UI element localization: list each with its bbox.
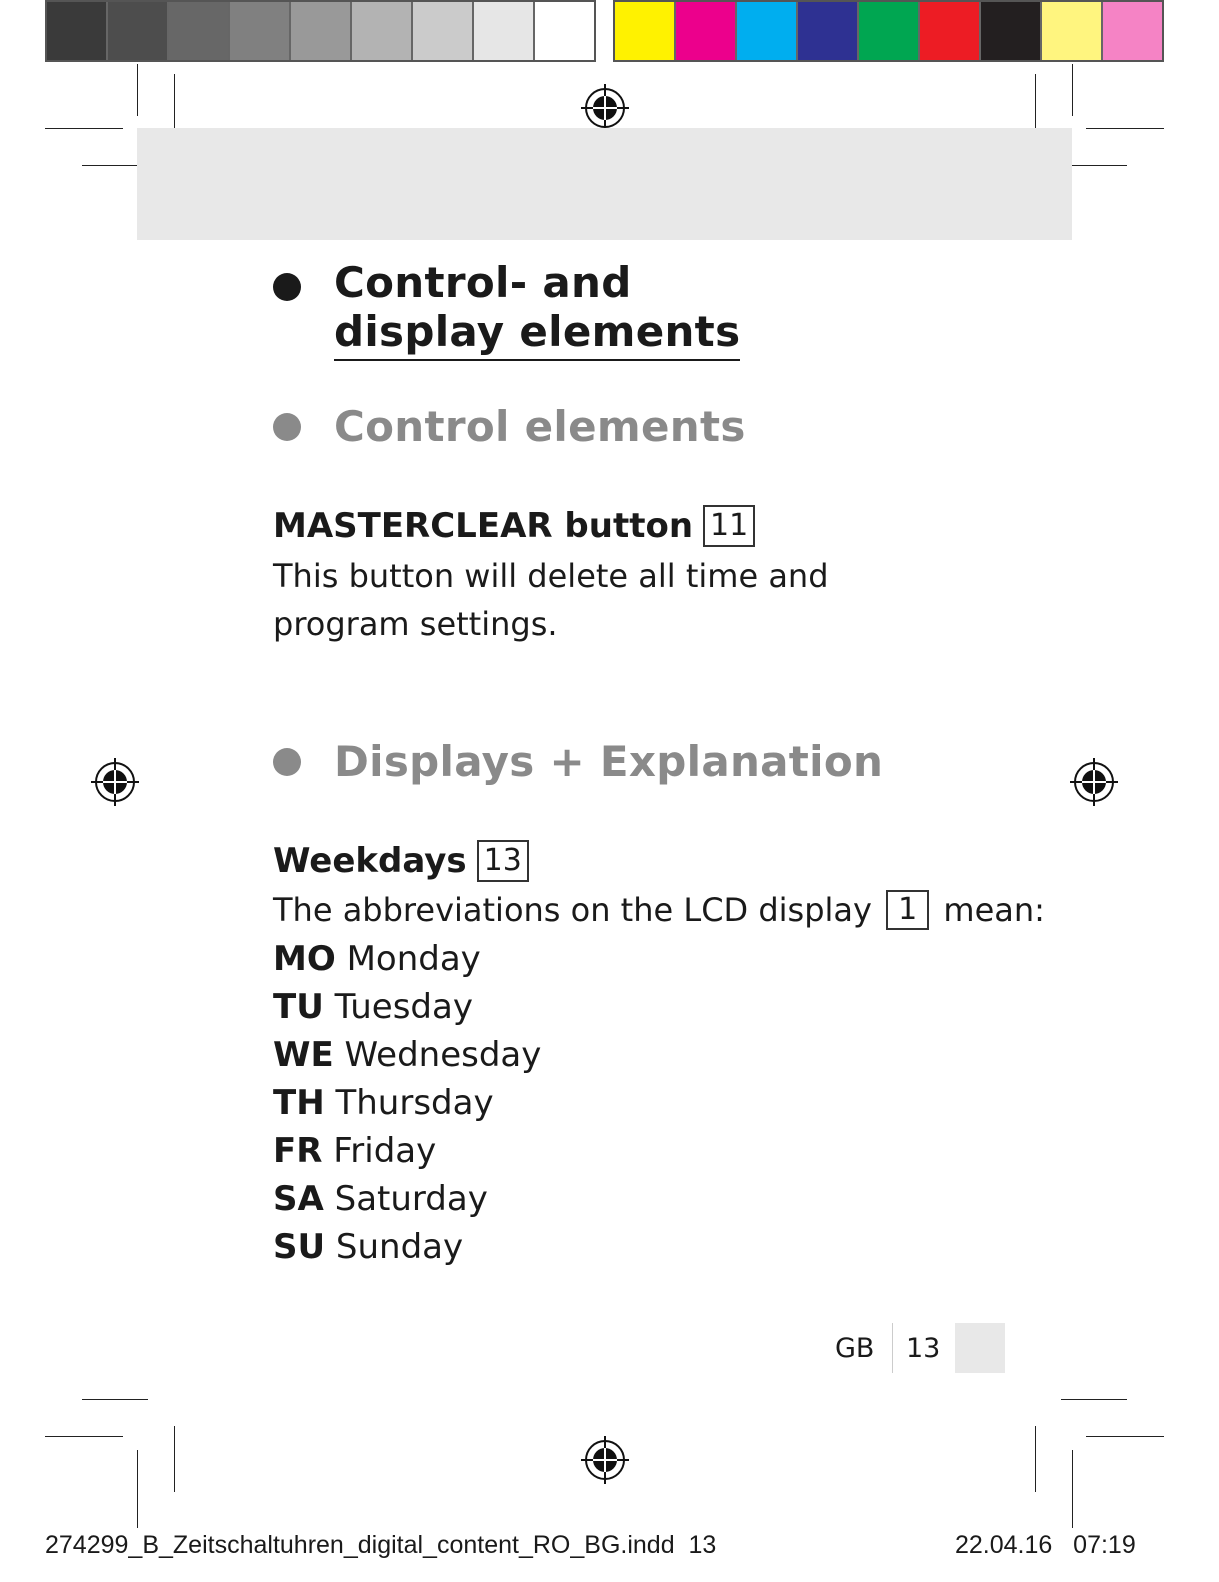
- crop-mark: [1061, 1399, 1127, 1400]
- color-swatch: [615, 2, 676, 60]
- registration-mark-icon: [581, 1436, 629, 1484]
- list-item: [273, 935, 541, 983]
- weekdays-label: Weekdays: [273, 841, 467, 881]
- day-abbr: SU: [273, 1227, 326, 1267]
- slug-page: 13: [688, 1531, 717, 1559]
- crop-mark: [174, 1426, 175, 1492]
- color-swatch: [169, 2, 230, 60]
- crop-mark: [1072, 64, 1073, 116]
- list-item: [273, 1223, 541, 1271]
- footer-tab: [955, 1323, 1005, 1373]
- crop-mark: [1086, 1436, 1164, 1437]
- crop-mark: [45, 1436, 123, 1437]
- color-swatch: [535, 2, 594, 60]
- color-swatch: [291, 2, 352, 60]
- gray-calibration-bar: [45, 0, 596, 62]
- day-name: Sunday: [335, 1227, 464, 1267]
- day-name: Saturday: [334, 1179, 488, 1219]
- slug-time: 07:19: [1073, 1531, 1136, 1559]
- color-swatch: [474, 2, 535, 60]
- list-item: [273, 1079, 541, 1127]
- crop-mark: [82, 1399, 148, 1400]
- crop-mark: [1035, 1426, 1036, 1492]
- masterclear-description: This button will delete all time and program settings.: [273, 557, 829, 643]
- footer-language: GB: [835, 1333, 875, 1364]
- color-swatch: [1042, 2, 1103, 60]
- color-swatch: [230, 2, 291, 60]
- list-item: [273, 1175, 541, 1223]
- slug-date: 22.04.16: [955, 1531, 1053, 1559]
- day-name: Thursday: [335, 1083, 494, 1123]
- header-band: [137, 128, 1072, 240]
- slug-file: 274299_B_Zeitschaltuhren_digital_content_RO_BG.indd: [45, 1531, 675, 1559]
- color-swatch: [108, 2, 169, 60]
- day-abbr: SA: [273, 1179, 324, 1219]
- bullet-icon: [273, 413, 301, 441]
- color-swatch: [676, 2, 737, 60]
- color-swatch: [737, 2, 798, 60]
- displays-heading: Displays + Explanation: [334, 737, 884, 786]
- footer-divider: [892, 1323, 893, 1373]
- weekdays-ref-box: 13: [477, 840, 529, 882]
- day-abbr: TH: [273, 1083, 325, 1123]
- control-elements-heading: Control elements: [334, 402, 746, 451]
- day-name: Tuesday: [334, 987, 473, 1027]
- section-title: [334, 258, 740, 361]
- color-swatch: [352, 2, 413, 60]
- color-calibration-bar: [613, 0, 1164, 62]
- day-name: Wednesday: [344, 1035, 542, 1075]
- masterclear-ref-box: 11: [703, 505, 755, 547]
- registration-mark-icon: [91, 758, 139, 806]
- slug-timestamp: [955, 1530, 1136, 1560]
- day-abbr: WE: [273, 1035, 334, 1075]
- color-swatch: [47, 2, 108, 60]
- crop-mark: [137, 64, 138, 116]
- section-title-line1: Control- and: [334, 258, 632, 307]
- section-title-line2: display elements: [334, 307, 740, 361]
- weekdays-heading: [273, 839, 529, 883]
- registration-mark-icon: [581, 84, 629, 132]
- list-item: [273, 1127, 541, 1175]
- list-item: [273, 983, 541, 1031]
- masterclear-heading: [273, 504, 755, 548]
- crop-mark: [137, 1450, 138, 1528]
- list-item: [273, 1031, 541, 1079]
- crop-mark: [1072, 1450, 1073, 1528]
- weekdays-intro-text: The abbreviations on the LCD display: [273, 891, 872, 929]
- color-swatch: [981, 2, 1042, 60]
- masterclear-label: MASTERCLEAR button: [273, 506, 694, 546]
- crop-mark: [45, 128, 123, 129]
- color-swatch: [859, 2, 920, 60]
- day-abbr: TU: [273, 987, 324, 1027]
- weekdays-intro: [273, 886, 1045, 934]
- day-name: Monday: [346, 939, 481, 979]
- color-swatch: [798, 2, 859, 60]
- day-name: Friday: [333, 1131, 437, 1171]
- registration-mark-icon: [1070, 758, 1118, 806]
- weekday-list: [273, 935, 541, 1271]
- day-abbr: MO: [273, 939, 336, 979]
- page-number: 13: [906, 1333, 941, 1364]
- day-abbr: FR: [273, 1131, 323, 1171]
- color-swatch: [920, 2, 981, 60]
- slug-filename: [45, 1530, 716, 1560]
- weekdays-intro-end: mean:: [943, 891, 1045, 929]
- color-swatch: [1103, 2, 1162, 60]
- color-swatch: [413, 2, 474, 60]
- crop-mark: [1086, 128, 1164, 129]
- lcd-display-ref-box: 1: [886, 890, 929, 930]
- bullet-icon: [273, 273, 301, 301]
- bullet-icon: [273, 748, 301, 776]
